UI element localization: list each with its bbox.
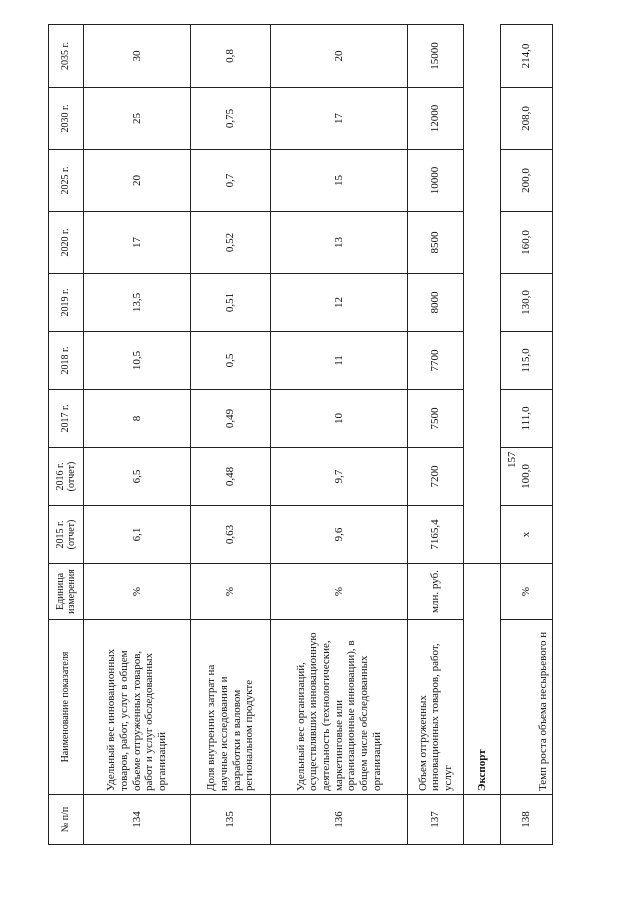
value-cell: 100,0 [501,448,553,506]
value-cell: 7165,4 [408,506,464,564]
indicator-name: Доля внутренних затрат на научные исследования и разработки в валовом региональном продукте [191,620,271,795]
section-empty-area [464,25,501,564]
value-cell: 0,52 [191,212,271,274]
value-cell: 8000 [408,274,464,332]
row-number: 136 [271,795,408,845]
value-cell: 15 [271,150,408,212]
value-cell: 15000 [408,25,464,88]
value-cell: 0,63 [191,506,271,564]
section-title: Экспорт [464,564,501,795]
value-cell: 0,8 [191,25,271,88]
value-cell: 7200 [408,448,464,506]
value-cell: 13 [271,212,408,274]
unit-cell: % [271,564,408,620]
unit-cell: % [191,564,271,620]
value-cell: 9,7 [271,448,408,506]
value-cell: 0,7 [191,150,271,212]
value-cell: 0,5 [191,332,271,390]
header-cell: 2017 г. [49,390,84,448]
header-cell: 2018 г. [49,332,84,390]
indicator-name: Объем отгруженных инновационных товаров, работ, услуг [408,620,464,795]
section-spacer [464,795,501,845]
value-cell: 20 [271,25,408,88]
header-cell: 2025 г. [49,150,84,212]
unit-cell: млн. руб. [408,564,464,620]
row-number: 134 [84,795,191,845]
header-cell: 2015 г. (отчет) [49,506,84,564]
indicator-name: Удельный вес организаций, осуществлявших инновационную деятельность (технологические, маркетинговые или организационные инновации), в общем числе обследованных организаций [271,620,408,795]
header-cell: Наименование показателя [49,620,84,795]
value-cell: 0,51 [191,274,271,332]
page-number: 157 [506,451,518,468]
value-cell: 10 [271,390,408,448]
table-row [271,25,408,845]
header-cell: 2016 г. (отчет) [49,448,84,506]
header-cell: Единица измерения [49,564,84,620]
value-cell: 8500 [408,212,464,274]
value-cell: 12000 [408,88,464,150]
value-cell: 30 [84,25,191,88]
value-cell: 11 [271,332,408,390]
value-cell: х [501,506,553,564]
value-cell: 10,5 [84,332,191,390]
value-cell: 12 [271,274,408,332]
value-cell: 160,0 [501,212,553,274]
table-row [191,25,271,845]
value-cell: 130,0 [501,274,553,332]
section-row [464,25,501,845]
value-cell: 208,0 [501,88,553,150]
table-row [501,25,553,845]
header-cell: 2020 г. [49,212,84,274]
value-cell: 0,75 [191,88,271,150]
value-cell: 0,49 [191,390,271,448]
indicator-name: Удельный вес инновационных товаров, работ, услуг в общем объеме отгруженных товаров, работ и услуг обследованных организаций [84,620,191,795]
value-cell: 0,48 [191,448,271,506]
header-cell: 2035 г. [49,25,84,88]
value-cell: 25 [84,88,191,150]
value-cell: 6,5 [84,448,191,506]
value-cell: 13,5 [84,274,191,332]
indicator-name: Темп роста объема несырьевого н [501,620,553,795]
value-cell: 200,0 [501,150,553,212]
header-cell: № п/п [49,795,84,845]
header-cell: 2030 г. [49,88,84,150]
value-cell: 10000 [408,150,464,212]
value-cell: 17 [84,212,191,274]
header-cell: 2019 г. [49,274,84,332]
unit-cell: % [84,564,191,620]
value-cell: 214,0 [501,25,553,88]
value-cell: 111,0 [501,390,553,448]
row-number: 138 [501,795,553,845]
value-cell: 115,0 [501,332,553,390]
table-row [84,25,191,845]
value-cell: 7700 [408,332,464,390]
table-row [408,25,464,845]
value-cell: 17 [271,88,408,150]
value-cell: 6,1 [84,506,191,564]
value-cell: 8 [84,390,191,448]
row-number: 135 [191,795,271,845]
indicators-table [48,24,553,845]
row-number: 137 [408,795,464,845]
value-cell: 9,6 [271,506,408,564]
value-cell: 20 [84,150,191,212]
value-cell: 7500 [408,390,464,448]
table-header-row [49,25,84,845]
unit-cell: % [501,564,553,620]
